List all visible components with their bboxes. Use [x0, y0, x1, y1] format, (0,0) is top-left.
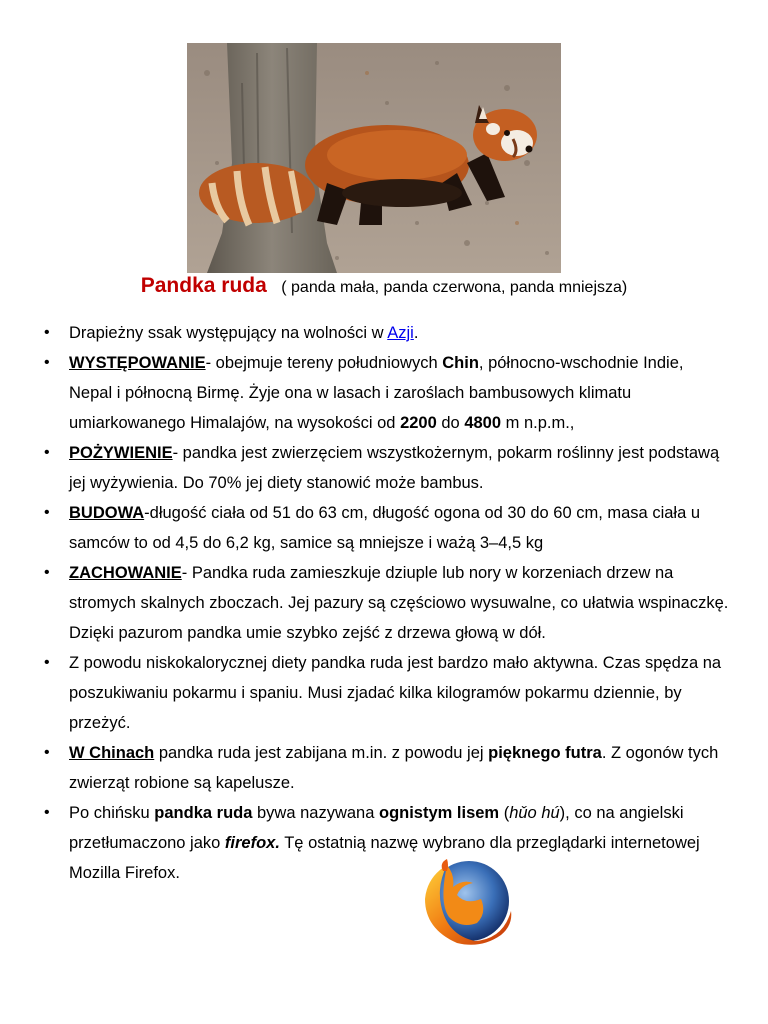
- list-item-diet: • POŻYWIENIE- pandka jest zwierzęciem wszystkożernym, pokarm roślinny jest podstawą jej wyżywienia. Do 70% jej diety stanowić może bambus.: [41, 438, 731, 498]
- firefox-logo: [417, 855, 517, 949]
- section-label-behavior: ZACHOWANIE: [69, 564, 182, 582]
- list-item-china: • W Chinach pandka ruda jest zabijana m.in. z powodu jej pięknego futra. Z ogonów tych zwierząt robione są kapelusze.: [41, 738, 731, 798]
- asia-link[interactable]: Azji: [387, 324, 414, 342]
- title-line: [0, 274, 768, 298]
- list-item-build: • BUDOWA-długość ciała od 51 do 63 cm, długość ogona od 30 do 60 cm, masa ciała u samców to od 4,5 do 6,2 kg, samice są mniejsze i ważą 3–4,5 kg: [41, 498, 731, 558]
- section-label-diet: POŻYWIENIE: [69, 444, 173, 462]
- list-item-habitat-intro: • Drapieżny ssak występujący na wolności w Azji.: [41, 318, 731, 348]
- section-label-build: BUDOWA: [69, 504, 145, 522]
- red-panda-photo: [187, 43, 561, 273]
- section-label-china: W Chinach: [69, 744, 155, 762]
- page-subtitle: ( panda mała, panda czerwona, panda mniejsza): [281, 279, 628, 296]
- list-item-occurrence: • WYSTĘPOWANIE- obejmuje tereny południowych Chin, północno-wschodnie Indie, Nepal i północną Birmę. Żyje ona w lasach i zaroślach bambusowych klimatu umiarkowanego Himalajów, na wysokości od 2200 do 4800 m n.p.m.,: [41, 348, 731, 438]
- list-item-behavior: • ZACHOWANIE- Pandka ruda zamieszkuje dziuple lub nory w korzeniach drzew na stromych skalnych zboczach. Jej pazury są częściowo wysuwalne, co ułatwia wspinaczkę. Dzięki pazurom pandka umie szybko zejść z drzewa głową w dół.: [41, 558, 731, 648]
- list-item-firefox: • Po chińsku pandka ruda bywa nazywana ognistym lisem (hǔo hú), co na angielski przetłumaczono jako firefox. Tę ostatnią nazwę wybrano dla przeglądarki internetowej Mozilla Firefox.: [41, 798, 731, 888]
- section-label-occurrence: WYSTĘPOWANIE: [69, 354, 206, 372]
- list-item-activity: • Z powodu niskokalorycznej diety pandka ruda jest bardzo mało aktywna. Czas spędza na poszukiwaniu pokarmu i spaniu. Musi zjadać kilka kilogramów pokarmu dziennie, by przeżyć.: [41, 648, 731, 738]
- page-title: Pandka ruda: [140, 274, 267, 297]
- fact-list: [41, 318, 731, 888]
